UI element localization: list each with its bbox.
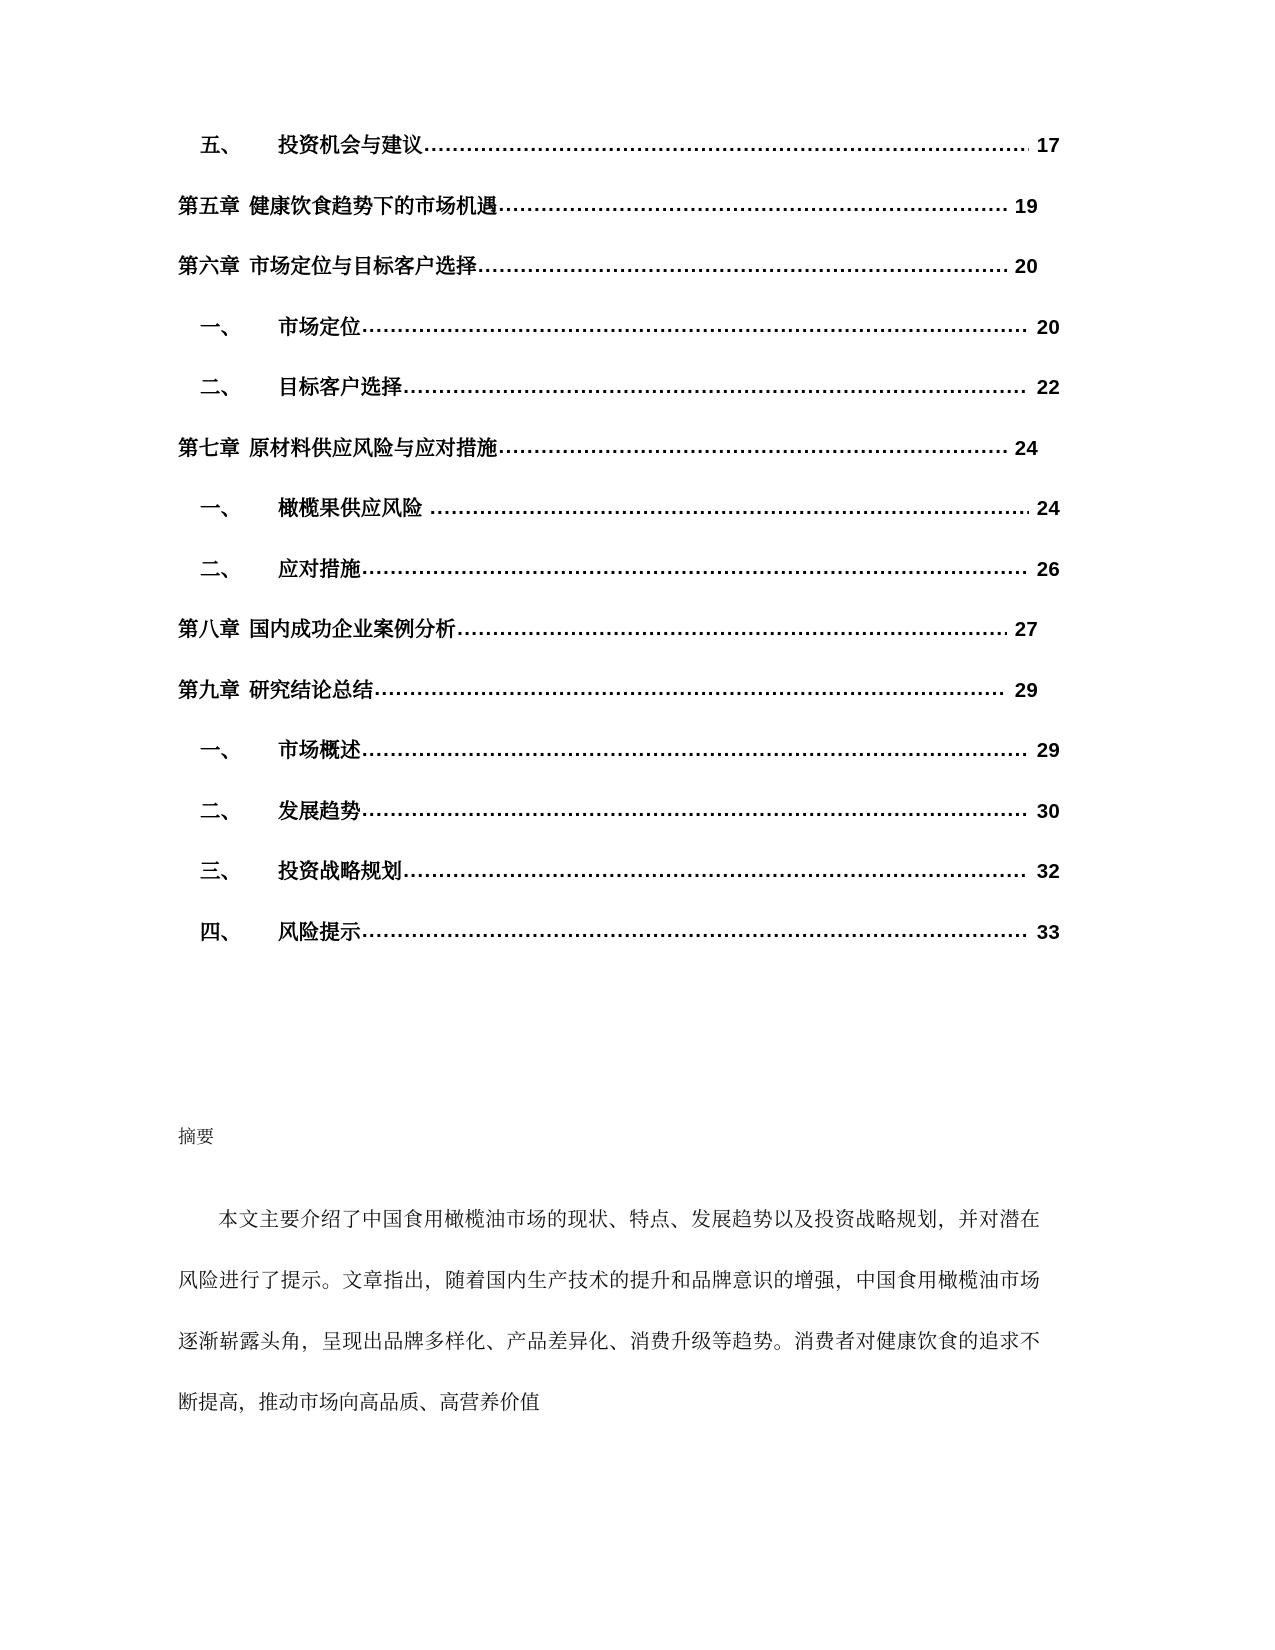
toc-page-number: 27	[1014, 618, 1038, 641]
toc-dot-leader	[499, 193, 1007, 213]
toc-entry[interactable]	[178, 798, 1060, 823]
toc-entry-marker: 二、	[200, 799, 242, 823]
toc-entry-title: 橄榄果供应风险	[278, 497, 423, 520]
toc-dot-leader	[424, 132, 1029, 152]
toc-entry-title: 投资战略规划	[278, 860, 403, 883]
toc-page-number: 33	[1036, 920, 1060, 944]
toc-entry-marker: 二、	[200, 557, 242, 581]
toc-dot-leader	[362, 798, 1029, 818]
toc-dot-leader	[362, 919, 1029, 939]
toc-entry-title: 研究结论总结	[249, 678, 374, 702]
toc-entry-marker: 第九章	[178, 678, 241, 702]
toc-dot-leader	[499, 435, 1007, 455]
toc-entry-title: 应对措施	[278, 557, 361, 581]
table-of-contents	[178, 132, 1060, 979]
toc-entry-title: 目标客户选择	[278, 376, 403, 399]
toc-entry-marker: 一、	[200, 739, 242, 762]
toc-page-number: 17	[1036, 134, 1060, 157]
toc-page-number: 30	[1036, 799, 1060, 823]
toc-entry-marker: 第六章	[178, 255, 241, 278]
toc-entry[interactable]	[178, 193, 1038, 218]
toc-page-number: 29	[1014, 678, 1038, 702]
toc-entry-title: 市场定位	[278, 315, 361, 339]
toc-entry-title: 市场定位与目标客户选择	[249, 255, 477, 278]
toc-dot-leader	[403, 374, 1029, 394]
toc-entry[interactable]	[178, 556, 1060, 581]
toc-entry-title: 市场概述	[278, 739, 361, 762]
toc-entry[interactable]	[178, 253, 1038, 278]
toc-dot-leader	[374, 677, 1007, 697]
abstract-heading: 摘要	[178, 1127, 214, 1147]
toc-page-number: 26	[1036, 557, 1060, 581]
toc-page-number: 19	[1014, 194, 1038, 218]
toc-entry-title: 发展趋势	[278, 799, 361, 823]
toc-page-number: 32	[1036, 860, 1060, 883]
toc-dot-leader	[362, 556, 1029, 576]
toc-dot-leader	[430, 495, 1029, 515]
toc-entry[interactable]	[178, 677, 1038, 702]
toc-entry[interactable]	[178, 132, 1060, 157]
toc-dot-leader	[478, 253, 1007, 273]
abstract-paragraph: 本文主要介绍了中国食用橄榄油市场的现状、特点、发展趋势以及投资战略规划，并对潜在风险进行了提示。文章指出，随着国内生产技术的提升和品牌意识的增强，中国食用橄榄油市场逐渐崭露头角，呈现出品牌多样化、产品差异化、消费升级等趋势。消费者对健康饮食的追求不断提高，推动市场向高品质、高营养价值	[178, 1209, 1040, 1414]
toc-entry[interactable]	[178, 919, 1060, 944]
toc-entry[interactable]	[178, 858, 1060, 883]
toc-page-number: 22	[1036, 376, 1060, 399]
toc-entry-marker: 二、	[200, 376, 242, 399]
toc-entry-marker: 三、	[200, 860, 242, 883]
toc-entry-marker: 第五章	[178, 194, 241, 218]
toc-dot-leader	[362, 737, 1029, 757]
toc-page-number: 20	[1014, 255, 1038, 278]
toc-entry-title: 国内成功企业案例分析	[249, 618, 457, 641]
toc-page-number: 24	[1014, 436, 1038, 460]
toc-page-number: 20	[1036, 315, 1060, 339]
toc-page-number: 24	[1036, 497, 1060, 520]
toc-entry-marker: 一、	[200, 315, 242, 339]
toc-entry-marker: 第八章	[178, 618, 241, 641]
toc-dot-leader	[362, 314, 1029, 334]
toc-entry-title: 投资机会与建议	[278, 134, 423, 157]
toc-entry[interactable]	[178, 374, 1060, 399]
toc-entry-marker: 四、	[200, 920, 242, 944]
toc-page-number: 29	[1036, 739, 1060, 762]
toc-entry-marker: 第七章	[178, 436, 241, 460]
abstract-section	[178, 1128, 1040, 1434]
toc-entry[interactable]	[178, 495, 1060, 520]
toc-entry-marker: 一、	[200, 497, 242, 520]
toc-entry[interactable]	[178, 737, 1060, 762]
toc-dot-leader	[457, 616, 1007, 636]
toc-entry[interactable]	[178, 616, 1038, 641]
toc-entry-marker: 五、	[200, 134, 242, 157]
toc-dot-leader	[403, 858, 1029, 878]
toc-entry-title: 原材料供应风险与应对措施	[249, 436, 498, 460]
toc-entry-title: 风险提示	[278, 920, 361, 944]
toc-entry[interactable]	[178, 435, 1038, 460]
toc-entry-title: 健康饮食趋势下的市场机遇	[249, 194, 498, 218]
toc-entry[interactable]	[178, 314, 1060, 339]
